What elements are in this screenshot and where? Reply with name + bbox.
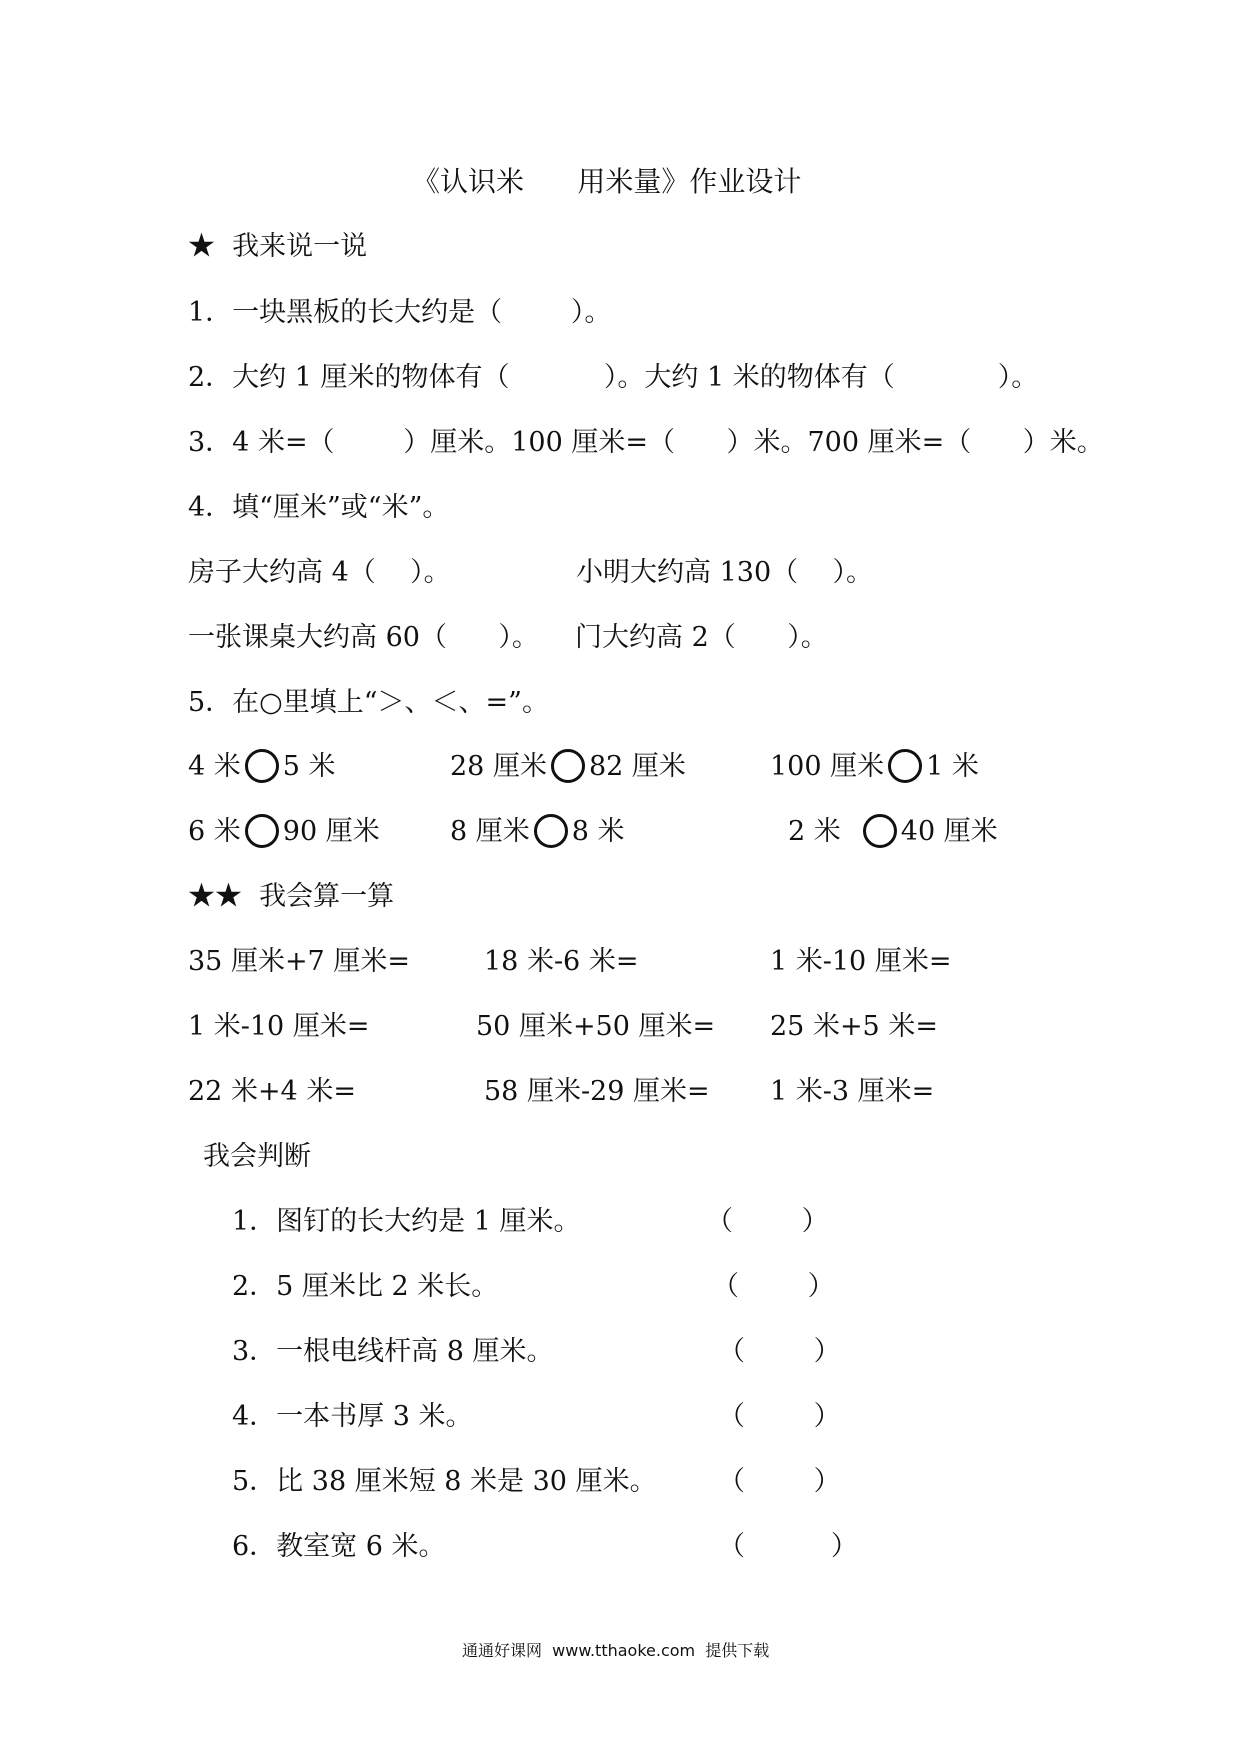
compare-circle[interactable] — [863, 814, 897, 848]
compare-left: 2 米 — [788, 816, 841, 847]
calc-item: 1 米-10 厘米= — [770, 946, 952, 977]
judge-item: 4．一本书厚 3 米。 — [232, 1401, 473, 1432]
question-4b: 小明大约高 130（ ）。 — [576, 557, 873, 588]
judge-answer-box[interactable]: （ ） — [712, 1271, 835, 1302]
judge-item: 3．一根电线杆高 8 厘米。 — [232, 1336, 554, 1367]
question-4d: 门大约高 2（ ）。 — [575, 622, 828, 653]
judge-answer-box[interactable]: （ ） — [718, 1401, 841, 1432]
question-5: 5．在○里填上“＞、＜、=”。 — [188, 687, 549, 718]
section-calc-heading: ★★ 我会算一算 — [188, 881, 395, 912]
compare-left: 28 厘米 — [450, 751, 547, 782]
question-2: 2．大约 1 厘米的物体有（ ）。大约 1 米的物体有（ ）。 — [188, 362, 1039, 393]
compare-left: 100 厘米 — [770, 751, 885, 782]
calc-item: 22 米+4 米= — [188, 1076, 356, 1107]
compare-item — [770, 750, 979, 785]
compare-left: 8 厘米 — [450, 816, 530, 847]
compare-circle[interactable] — [245, 814, 279, 848]
question-4c: 一张课桌大约高 60（ ）。 — [188, 622, 539, 653]
question-4: 4．填“厘米”或“米”。 — [188, 492, 450, 523]
compare-right: 40 厘米 — [900, 816, 998, 847]
compare-right: 82 厘米 — [588, 751, 686, 782]
calc-item: 35 厘米+7 厘米= — [188, 946, 410, 977]
judge-item: 6．教室宽 6 米。 — [232, 1531, 446, 1562]
compare-right: 1 米 — [926, 751, 979, 782]
compare-right: 8 米 — [571, 816, 625, 847]
question-4a: 房子大约高 4（ ）。 — [188, 557, 451, 588]
compare-item — [188, 815, 380, 850]
calc-item: 1 米-3 厘米= — [770, 1076, 935, 1107]
compare-circle[interactable] — [888, 749, 922, 783]
compare-right: 90 厘米 — [282, 816, 380, 847]
compare-circle[interactable] — [551, 749, 585, 783]
question-1: 1．一块黑板的长大约是（ ）。 — [188, 297, 612, 328]
compare-item — [450, 815, 625, 850]
compare-item — [188, 750, 336, 785]
calc-item: 25 米+5 米= — [770, 1011, 938, 1042]
judge-item: 5．比 38 厘米短 8 米是 30 厘米。 — [232, 1466, 657, 1497]
section-judge-heading: 我会判断 — [203, 1141, 311, 1172]
judge-answer-box[interactable]: （ ） — [718, 1336, 841, 1367]
judge-item: 2．5 厘米比 2 米长。 — [232, 1271, 499, 1302]
judge-answer-box[interactable]: （ ） — [706, 1206, 829, 1237]
calc-item: 1 米-10 厘米= — [188, 1011, 370, 1042]
worksheet-title: 《认识米 用米量》作业设计 — [412, 165, 802, 198]
judge-answer-box[interactable]: （ ） — [718, 1466, 841, 1497]
judge-item: 1．图钉的长大约是 1 厘米。 — [232, 1206, 581, 1237]
compare-left: 6 米 — [188, 816, 241, 847]
calc-item: 58 厘米-29 厘米= — [484, 1076, 710, 1107]
calc-item: 18 米-6 米= — [484, 946, 639, 977]
compare-circle[interactable] — [245, 749, 279, 783]
compare-circle[interactable] — [534, 814, 568, 848]
judge-answer-box[interactable]: （ ） — [718, 1531, 858, 1562]
compare-item — [450, 750, 686, 785]
question-3: 3．4 米=（ ）厘米。100 厘米=（ ）米。700 厘米=（ ）米。 — [188, 427, 1104, 458]
compare-left: 4 米 — [188, 751, 241, 782]
section-say-heading: ★ 我来说一说 — [188, 231, 368, 262]
compare-right: 5 米 — [282, 751, 336, 782]
compare-item — [788, 815, 998, 850]
calc-item: 50 厘米+50 厘米= — [476, 1011, 716, 1042]
footer-source: 通通好课网 www.tthaoke.com 提供下载 — [462, 1641, 770, 1660]
